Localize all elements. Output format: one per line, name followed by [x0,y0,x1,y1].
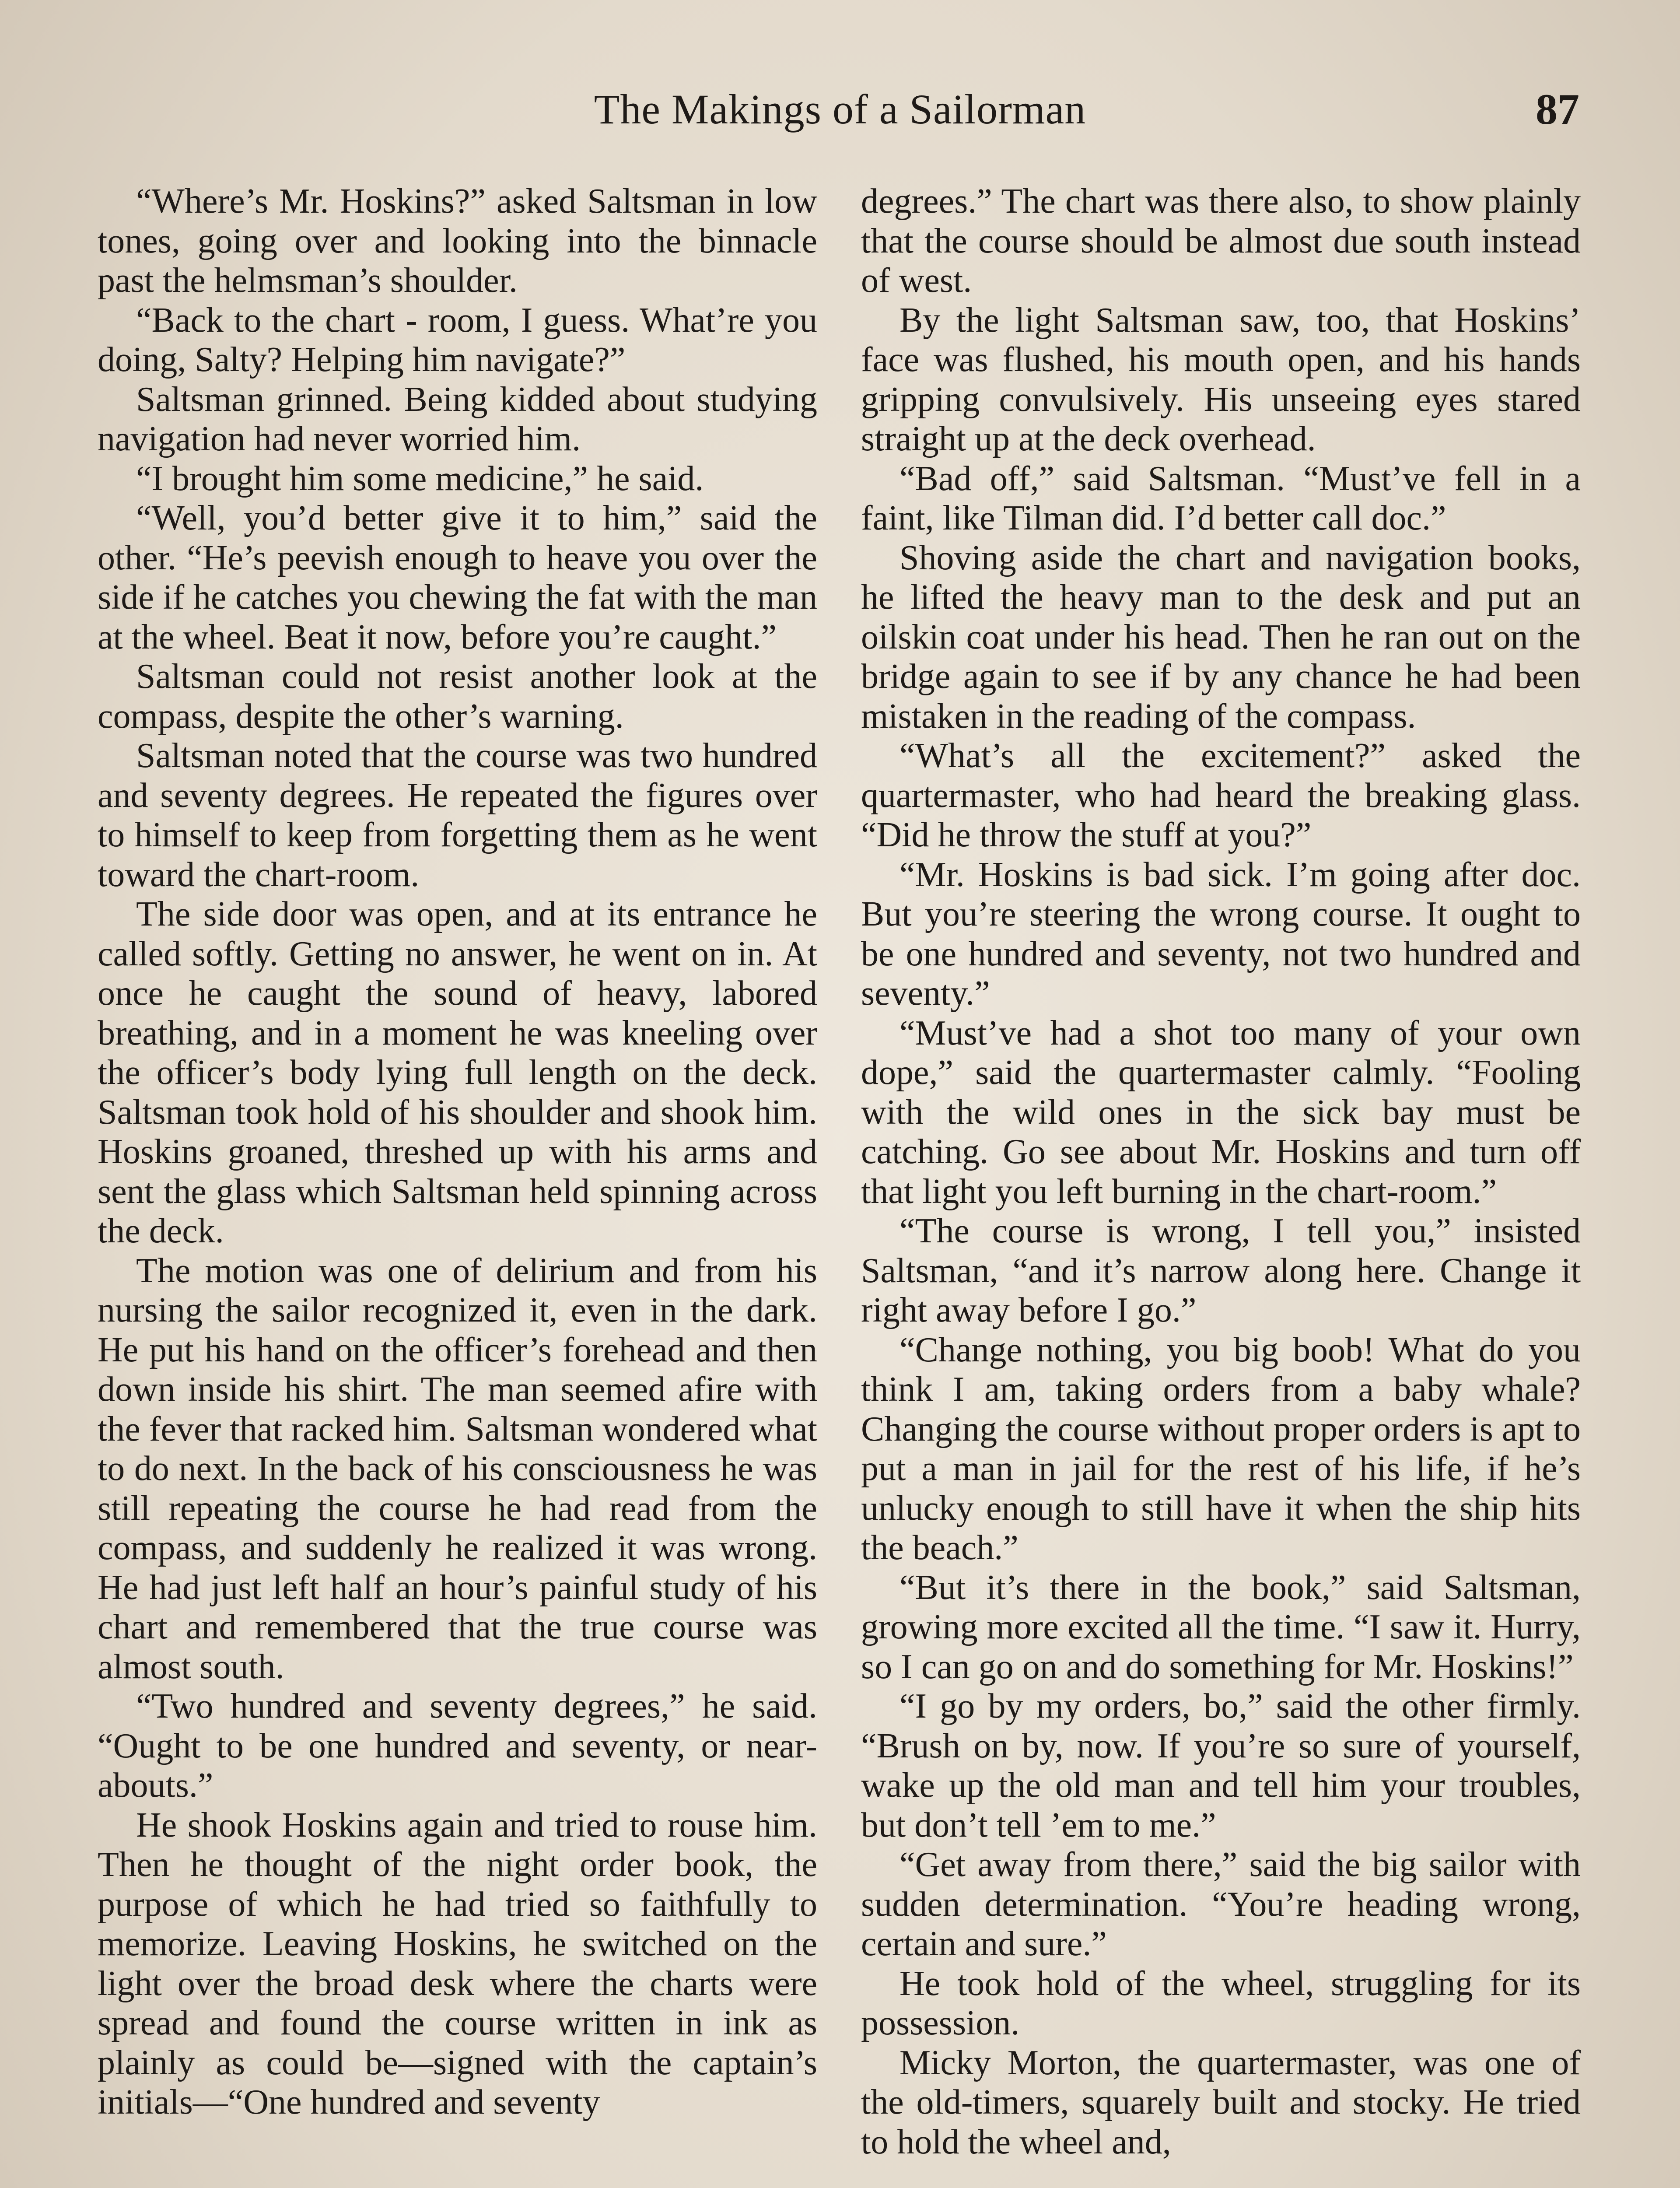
paragraph: Shoving aside the chart and navigation books, he lifted the heavy man to the desk and put an oilskin coat under his head. Then he ran out on the bridge again to see if by any chance he had been mistaken in the reading of the compass. [861,538,1581,736]
paragraph: degrees.” The chart was there also, to show plainly that the course should be almost due south instead of west. [861,182,1581,300]
paragraph: Saltsman grinned. Being kidded about studying navigation had never worried him. [98,380,817,458]
paragraph: “What’s all the excitement?” asked the quartermaster, who had heard the breaking glass. “Did he throw the stuff at you?” [861,736,1581,854]
paragraph: “Bad off,” said Saltsman. “Must’ve fell in a faint, like Tilman did. I’d better call doc.” [861,459,1581,537]
running-title: The Makings of a Sailorman [594,86,1086,133]
paragraph: “I go by my orders, bo,” said the other firmly. “Brush on by, now. If you’re so sure of yourself, wake up the old man and tell him your troubles, but don’t tell ’em to me.” [861,1687,1581,1844]
page-number: 87 [1536,85,1579,133]
paragraph: “Back to the chart - room, I guess. What’re you doing, Salty? Helping him navigate?” [98,301,817,379]
paragraph: “I brought him some medicine,” he said. [136,459,704,498]
paragraph: “Mr. Hoskins is bad sick. I’m going after doc. But you’re steering the wrong course. It ought to be one hundred and seventy, not two hundred and seventy.” [861,855,1581,1013]
paragraph: By the light Saltsman saw, too, that Hoskins’ face was flushed, his mouth open, and his hands gripping convulsively. His unseeing eyes stared straight up at the deck overhead. [861,301,1581,458]
paragraph: “Get away from there,” said the big sailor with sudden determination. “You’re heading wrong, certain and sure.” [861,1845,1581,1963]
paragraph: “But it’s there in the book,” said Saltsman, growing more excited all the time. “I saw it. Hurry, so I can go on and do something for Mr. Hoskins!” [861,1568,1581,1686]
right-text-column [861,182,1581,2162]
paragraph: “The course is wrong, I tell you,” insisted Saltsman, “and it’s narrow along here. Change it right away before I go.” [861,1212,1581,1329]
page-header [101,83,1579,136]
paragraph: He shook Hoskins again and tried to rouse him. Then he thought of the night order book, the purpose of which he had tried so faithfully to memorize. Leaving Hoskins, he switched on the light over the broad desk where the charts were spread and found the course written in ink as plainly as could be—signed with the captain’s initials—“One hundred and seventy [98,1806,817,2121]
paragraph: “Change nothing, you big boob! What do you think I am, taking orders from a baby whale? Changing the course without proper orders is apt to put a man in jail for the rest of his life, if he’s unlucky enough to still have it when the ship hits the beach.” [861,1330,1581,1567]
paragraph: He took hold of the wheel, struggling for its possession. [861,1964,1581,2042]
paragraph: Saltsman could not resist another look at the compass, despite the other’s warning. [98,657,817,736]
paragraph: “Well, you’d better give it to him,” said the other. “He’s peevish enough to heave you over the side if he catches you chewing the fat with the man at the wheel. Beat it now, before you’re caught.” [98,499,817,656]
paragraph: “Where’s Mr. Hoskins?” asked Saltsman in low tones, going over and looking into the binnacle past the helmsman’s shoulder. [98,182,817,300]
paragraph: The side door was open, and at its entrance he called softly. Getting no answer, he went on in. At once he caught the sound of heavy, labored breathing, and in a moment he was kneeling over the officer’s body lying full length on the deck. Saltsman took hold of his shoulder and shook him. Hoskins groaned, threshed up with his arms and sent the glass which Saltsman held spinning across the deck. [98,895,817,1250]
paragraph: Micky Morton, the quartermaster, was one of the old-timers, squarely built and stocky. He tried to hold the wheel and, [861,2043,1581,2161]
paragraph: “Two hundred and seventy degrees,” he said. “Ought to be one hundred and seventy, or near-abouts.” [98,1687,817,1805]
paragraph: The motion was one of delirium and from his nursing the sailor recognized it, even in the dark. He put his hand on the officer’s forehead and then down inside his shirt. The man seemed afire with the fever that racked him. Saltsman wondered what to do next. In the back of his consciousness he was still repeating the course he had read from the compass, and suddenly he realized it was wrong. He had just left half an hour’s painful study of his chart and remembered that the true course was almost south. [98,1251,817,1686]
paragraph: Saltsman noted that the course was two hundred and seventy degrees. He repeated the figures over to himself to keep from forgetting them as he went toward the chart-room. [98,736,817,894]
paragraph: “Must’ve had a shot too many of your own dope,” said the quartermaster calmly. “Fooling with the wild ones in the sick bay must be catching. Go see about Mr. Hoskins and turn off that light you left burning in the chart-room.” [861,1013,1581,1211]
left-text-column [98,182,817,2122]
